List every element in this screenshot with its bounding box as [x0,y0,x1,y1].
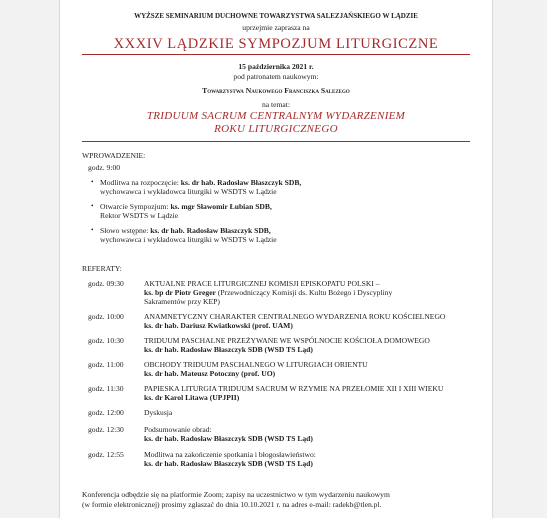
patronage-intro: pod patronatem naukowym: [233,72,319,81]
topic-line-1: TRIDUUM SACRUM CENTRALNYM WYDARZENIEM [146,110,406,122]
footer-line-2: (w formie elektronicznej) prosimy zgłaszać do dnia 10.10.2021 r. na adres e-mail: radekb@tlen.pl. [82,500,382,509]
document-page [59,0,493,518]
lecture-title: AKTUALNE PRACE LITURGICZNEJ KOMISJI EPISKOPATU POLSKI – [144,279,380,288]
intro-item: Otwarcie Sympozjum: ks. mgr Sławomir Łubian SDB, [100,202,272,211]
lecture-title: OBCHODY TRIDUUM PASCHALNEGO W LITURGIACH ORIENTU [144,360,368,369]
lecture-speaker: ks. dr hab. Dariusz Kwiatkowski (prof. UAM) [144,321,293,330]
intro-time: godz. 9:00 [88,163,121,172]
topic-line-2: ROKU LITURGICZNEGO [214,123,338,135]
lecture-speaker: ks. bp dr Piotr Greger (Przewodniczący Komisji ds. Kultu Bożego i Dyscypliny [144,288,393,297]
lecture-title: Podsumowanie obrad: [144,425,212,434]
lecture-title: TRIDUUM PASCHALNE PRZEŻYWANE WE WSPÓLNOCIE KOŚCIOŁA DOMOWEGO [144,336,430,345]
lecture-time: godz. 12:00 [88,408,124,417]
lecture-time: godz. 11:30 [88,384,124,393]
lecture-time: godz. 10:30 [88,336,124,345]
lecture-speaker: ks. dr hab. Mateusz Potoczny (prof. UO) [144,369,276,378]
lecture-time: godz. 11:00 [88,360,124,369]
lecture-time: godz. 09:30 [88,279,124,288]
lecture-time: godz. 12:55 [88,450,124,459]
lecture-speaker: ks. dr Karol Litawa (UPJPII) [144,393,240,402]
topic-intro: na temat: [261,100,291,109]
intro-item: Słowo wstępne: ks. dr hab. Radosław Błaszczyk SDB, [100,226,271,235]
lecture-time: godz. 12:30 [88,425,124,434]
lecture-speaker: ks. dr hab. Radosław Błaszczyk SDB (WSD TS Ląd) [144,345,313,354]
lecture-speaker: ks. dr hab. Radosław Błaszczyk SDB (WSD TS Ląd) [144,434,313,443]
title-rule [82,54,470,55]
intro-item-role: Rektor WSDTS w Lądzie [100,211,179,220]
intro-item-role: wychowawca i wykładowca liturgiki w WSDTS w Lądzie [100,187,277,196]
bullet-icon: • [91,226,94,234]
lecture-title: PAPIESKA LITURGIA TRIDUUM SACRUM W RZYMIE NA PRZEŁOMIE XII I XIII WIEKU [144,384,444,393]
lecture-time: godz. 10:00 [88,312,124,321]
institution-name: WYŻSZE SEMINARIUM DUCHOWNE TOWARZYSTWA SALEZJAŃSKIEGO W LĄDZIE [134,12,418,20]
invite-text: uprzejmie zaprasza na [242,23,310,32]
topic-rule [82,141,470,142]
lectures-heading: REFERATY: [82,264,122,273]
patron-name: Towarzystwa Naukowego Franciszka Salezego [202,86,350,95]
lecture-title: Modlitwa na zakończenie spotkania i błogosławieństwo: [144,450,316,459]
lecture-title: Dyskusja [144,408,173,417]
lecture-speaker: ks. dr hab. Radosław Błaszczyk SDB (WSD TS Ląd) [144,459,313,468]
event-date: 15 października 2021 r. [238,62,314,71]
bullet-icon: • [91,202,94,210]
bullet-icon: • [91,178,94,186]
footer-line-1: Konferencja odbędzie się na platformie Zoom; zapisy na uczestnictwo w tym wydarzeniu naukowym [82,490,390,499]
intro-item: Modlitwa na rozpoczęcie: ks. dr hab. Radosław Błaszczyk SDB, [100,178,302,187]
lecture-speaker-note: Sakramentów przy KEP) [144,297,220,306]
lecture-title: ANAMNETYCZNY CHARAKTER CENTRALNEGO WYDARZENIA ROKU KOŚCIELNEGO [144,312,446,321]
intro-item-role: wychowawca i wykładowca liturgiki w WSDTS w Lądzie [100,235,277,244]
intro-heading: WPROWADZENIE: [82,151,146,160]
symposium-title: XXXIV LĄDZKIE SYMPOZJUM LITURGICZNE [113,36,439,52]
